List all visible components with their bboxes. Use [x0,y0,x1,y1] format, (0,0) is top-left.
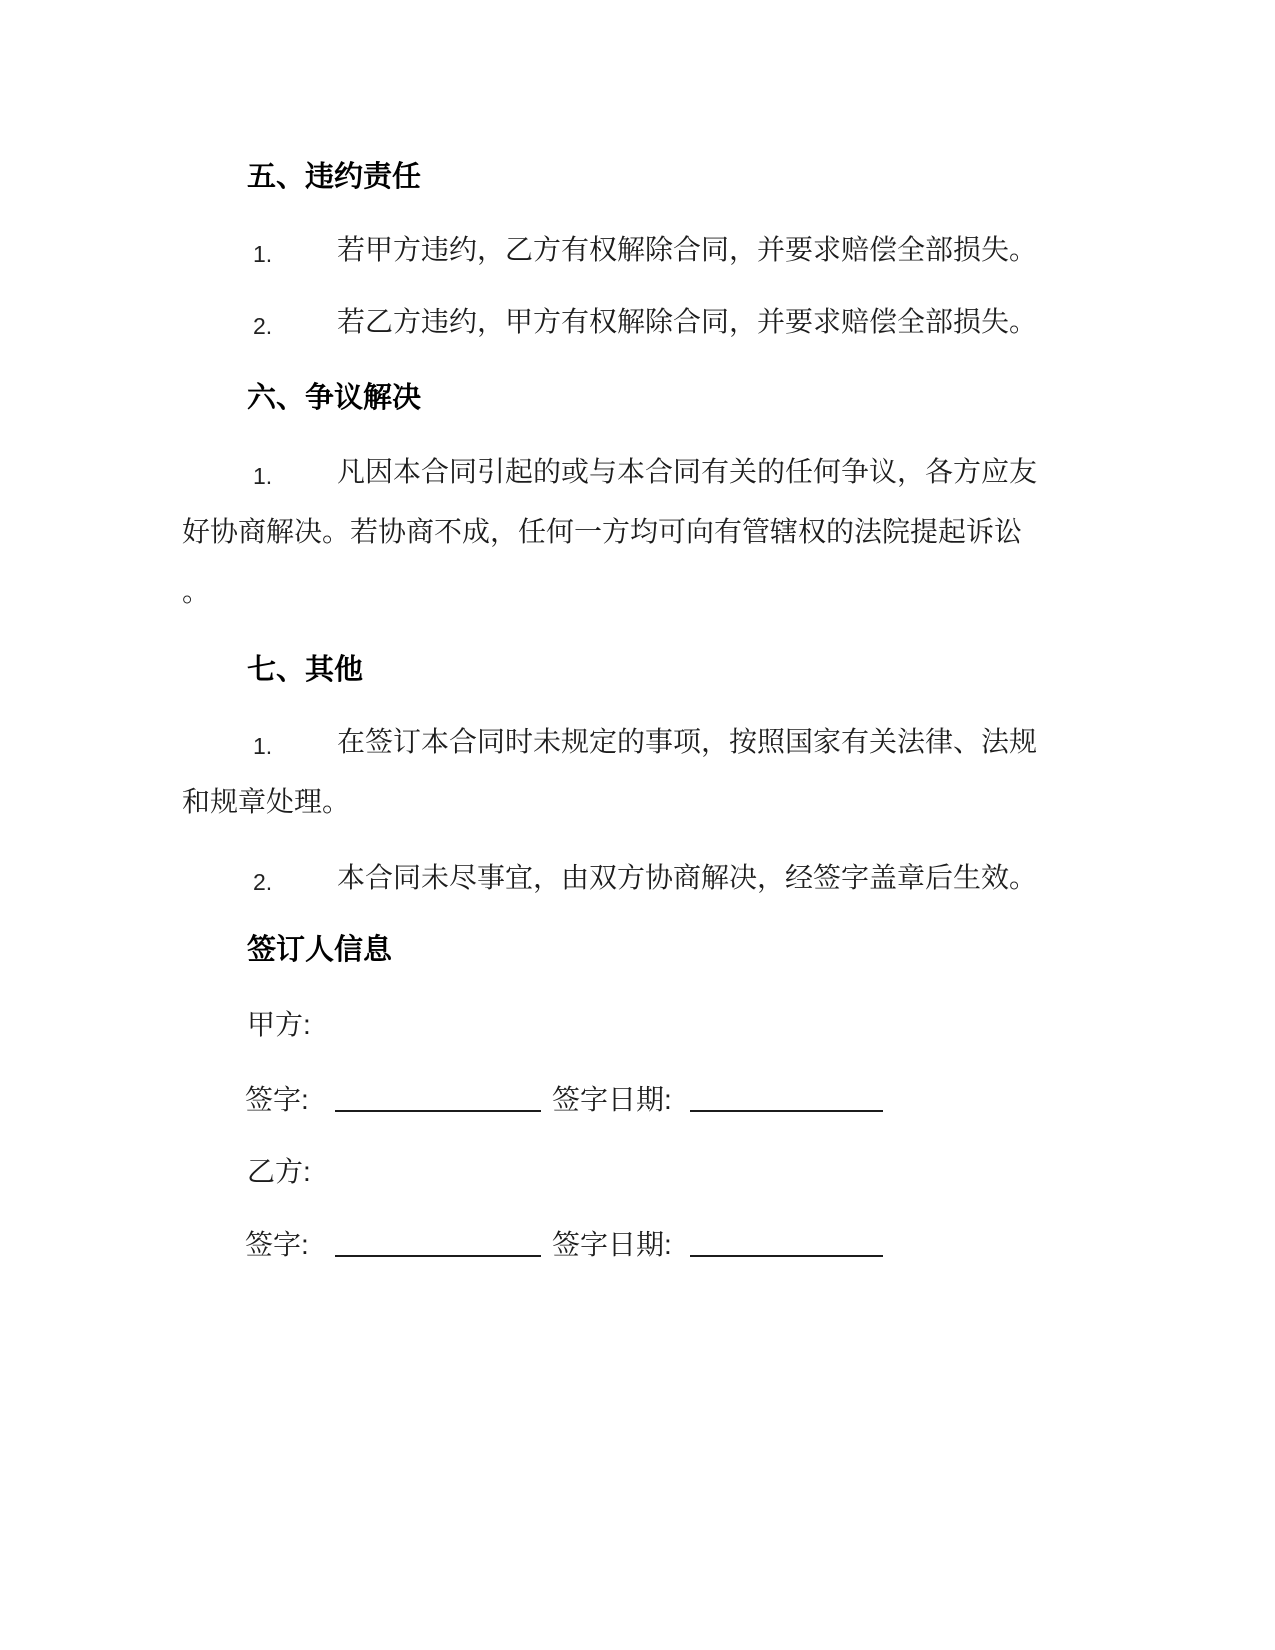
list-item-text: 若甲方违约，乙方有权解除合同，并要求赔偿全部损失。 [337,234,1038,265]
list-item-text: 在签订本合同时未规定的事项，按照国家有关法律、法规 [337,726,1038,757]
list-number: 1. [253,463,273,489]
list-number: 2. [253,313,273,339]
section-heading-breach-liability: 五、违约责任 [247,161,422,193]
signature-date-label: 签字日期: [552,1084,672,1115]
section-heading-signatory-info: 签订人信息 [247,934,393,966]
list-item-text: 本合同未尽事宜，由双方协商解决，经签字盖章后生效。 [337,862,1038,893]
list-item-text: 凡因本合同引起的或与本合同有关的任何争议，各方应友 [337,456,1038,487]
signature-label: 签字: [245,1229,309,1260]
signature-date-blank-line [690,1083,883,1112]
list-number: 2. [253,869,273,895]
list-item-text: 若乙方违约，甲方有权解除合同，并要求赔偿全部损失。 [337,306,1038,337]
section-heading-miscellaneous: 七、其他 [247,654,364,686]
list-item-text-continuation: 好协商解决。若协商不成，任何一方均可向有管辖权的法院提起诉讼 [182,516,1023,547]
list-number: 1. [253,241,273,267]
signature-blank-line [335,1228,541,1257]
list-number: 1. [253,733,273,759]
list-item-text-continuation: 和规章处理。 [182,786,351,817]
section-heading-dispute-resolution: 六、争议解决 [247,382,422,414]
signature-label: 签字: [245,1084,309,1115]
party-a-label: 甲方: [247,1009,311,1040]
signature-date-label: 签字日期: [552,1229,672,1260]
signature-date-blank-line [690,1228,883,1257]
party-b-label: 乙方: [247,1156,311,1187]
signature-blank-line [335,1083,541,1112]
list-item-text-continuation: 。 [182,576,211,607]
